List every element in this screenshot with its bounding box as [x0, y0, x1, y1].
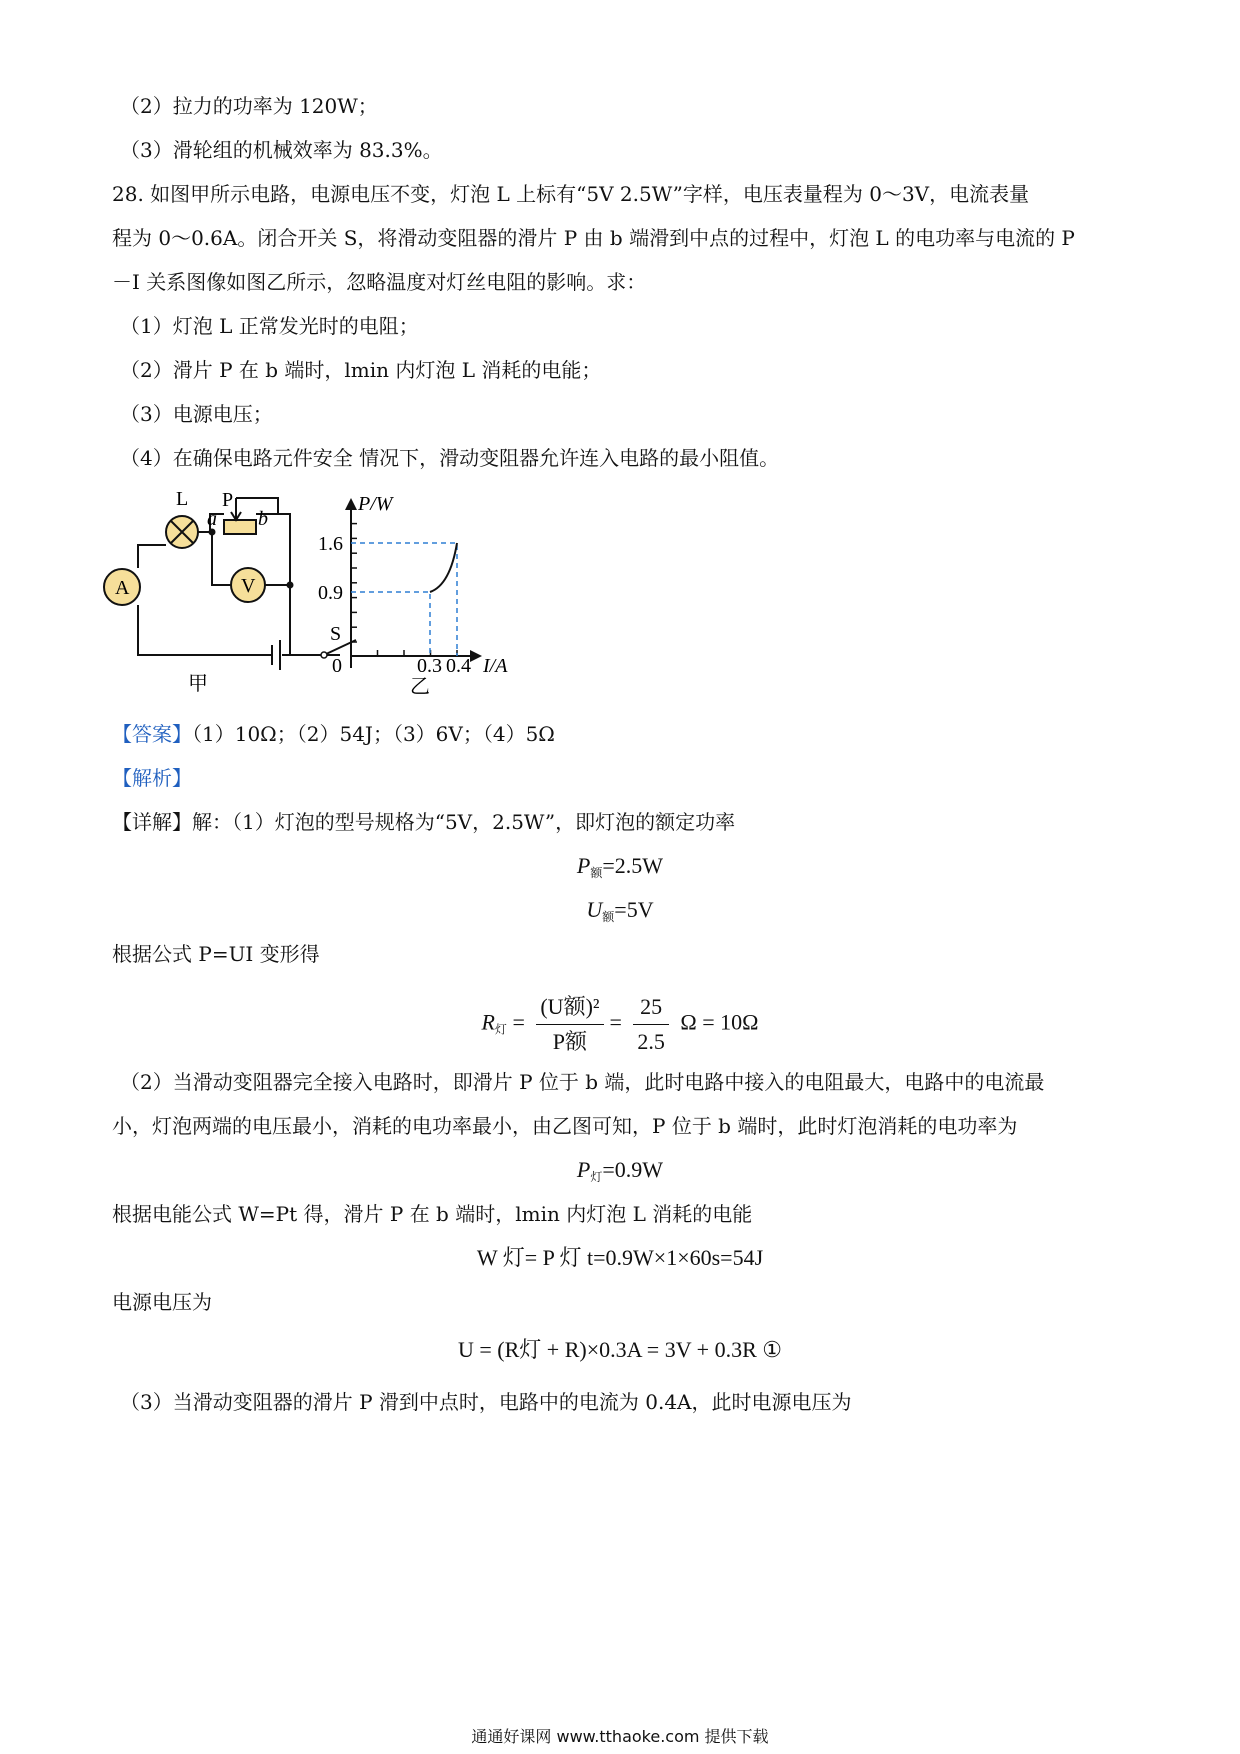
rheostat-icon: [224, 520, 256, 534]
formula-lamp-power: $P_灯=0.9W$: [576, 1157, 664, 1184]
graph-caption: 乙: [410, 676, 430, 698]
formula-resistance: $R_灯$ = $\frac{\text{(U额)²}}{\text{P额}}$ = $\frac{25}{2.5}$ Ω = 10Ω: [0, 990, 1240, 1059]
answer-tag: 【答案】: [112, 722, 192, 746]
question-28-line-2: 程为 0～0.6A。闭合开关 S，将滑动变阻器的滑片 P 由 b 端滑到中点的过程中，灯泡 L 的电功率与电流的 P: [112, 226, 1075, 250]
part-2-line-1: （2）当滑动变阻器完全接入电路时，即滑片 P 位于 b 端，此时电路中接入的电阻最大，电路中的电流最: [120, 1070, 1045, 1094]
guide-line-0-9: [351, 592, 430, 656]
part-2-line-2: 小，灯泡两端的电压最小，消耗的电功率最小，由乙图可知，P 位于 b 端时，此时灯泡消耗的电功率为: [112, 1114, 1018, 1138]
battery-icon: [272, 640, 280, 670]
subquestion-1: （1）灯泡 L 正常发光时的电阻；: [120, 314, 419, 338]
p-i-graph: [318, 493, 508, 698]
end-b-label: b: [258, 508, 268, 530]
subquestion-2: （2）滑片 P 在 b 端时，lmin 内灯泡 L 消耗的电能；: [120, 358, 602, 382]
question-28-line-3: －I 关系图像如图乙所示，忽略温度对灯丝电阻的影响。求：: [112, 270, 647, 294]
ammeter-label: A: [115, 577, 130, 599]
question-28-line-1: 28. 如图甲所示电路，电源电压不变，灯泡 L 上标有“5V 2.5W”字样，电压表量程为 0～3V，电流表量: [112, 182, 1030, 206]
text-line: （2）拉力的功率为 120W；: [120, 94, 378, 118]
energy-intro: 根据电能公式 W=Pt 得，滑片 P 在 b 端时，lmin 内灯泡 L 消耗的电能: [112, 1202, 753, 1226]
x-tick-0-3: 0.3: [417, 655, 442, 677]
slider-label: P: [222, 490, 234, 511]
supply-intro: 电源电压为: [112, 1290, 212, 1314]
formula-energy: W 灯= P 灯 t=0.9W×1×60s=54J: [476, 1245, 764, 1270]
p-i-curve: [430, 543, 457, 592]
formula-supply-voltage: U = (R灯 + R)×0.3A = 3V + 0.3R ①: [458, 1337, 782, 1362]
y-tick-1-6: 1.6: [318, 533, 343, 555]
formula-intro: 根据公式 P=UI 变形得: [112, 942, 320, 966]
part-3-line: （3）当滑动变阻器的滑片 P 滑到中点时，电路中的电流为 0.4A，此时电源电压为: [120, 1390, 852, 1414]
analysis-tag: 【解析】: [112, 766, 192, 790]
formula-rated-power: $P_额=2.5W$: [576, 853, 664, 880]
subquestion-3: （3）电源电压；: [120, 402, 273, 426]
figure: [100, 490, 720, 720]
circuit-caption: 甲: [188, 673, 208, 695]
subquestion-4: （4）在确保电路元件安全 情况下，滑动变阻器允许连入电路的最小阻值。: [120, 446, 780, 470]
voltmeter-label: V: [241, 575, 256, 597]
answer-line: [112, 720, 555, 748]
y-axis-label: P/W: [358, 493, 393, 515]
formula-rated-voltage: $U_额=5V$: [586, 897, 654, 924]
footer: 通通好课网 www.tthaoke.com 提供下载: [471, 1727, 769, 1746]
text-line: （3）滑轮组的机械效率为 83.3%。: [120, 138, 443, 162]
detail-intro: 【详解】解：（1）灯泡的型号规格为“5V，2.5W”，即灯泡的额定功率: [112, 810, 736, 834]
origin-label: 0: [332, 655, 342, 677]
guide-line-1-6: [351, 543, 457, 656]
answer-text: （1）10Ω；（2）54J；（3）6V；（4）5Ω: [192, 722, 555, 746]
x-axis-label: I/A: [483, 655, 508, 677]
switch-label: S: [330, 623, 342, 645]
lamp-label: L: [176, 490, 189, 510]
y-tick-0-9: 0.9: [318, 582, 343, 604]
end-a-label: a: [207, 508, 217, 530]
x-tick-0-4: 0.4: [446, 655, 471, 677]
